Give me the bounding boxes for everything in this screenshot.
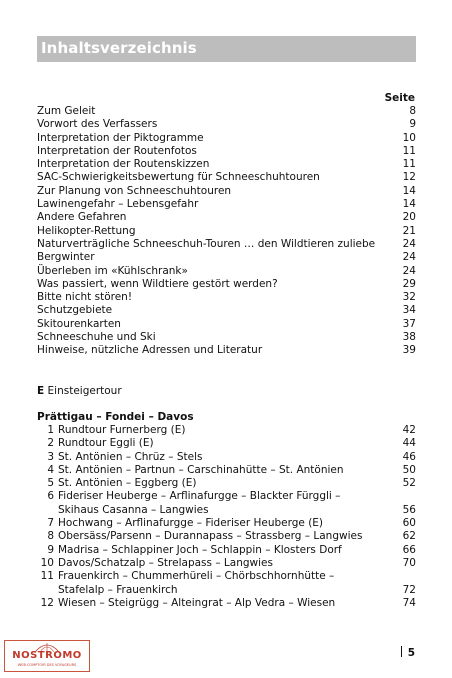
toc-entry-page: 11 [402, 158, 416, 171]
toc-entry-label: Naturverträgliche Schneeschuh-Touren … den Wildtieren zuliebe [37, 237, 376, 250]
page-number [401, 646, 415, 659]
tour-page: 56 [402, 503, 416, 516]
tour-title [54, 424, 394, 437]
tour-title [54, 464, 394, 477]
toc-entry-label: Interpretation der Routenskizzen [37, 158, 210, 171]
tour-page: 62 [402, 530, 416, 543]
tour-page: 46 [402, 450, 416, 463]
toc-entry [37, 158, 416, 171]
toc-entry [37, 185, 416, 198]
toc-entry [37, 318, 416, 331]
toc-entry [37, 211, 416, 224]
toc-entry-page: 10 [402, 131, 416, 144]
page-title: Inhaltsverzeichnis [41, 39, 197, 57]
toc-entry-page: 32 [402, 291, 416, 304]
page-number-value: 5 [407, 647, 415, 659]
toc-entry-label: Schneeschuhe und Ski [37, 331, 156, 344]
tour-entry [37, 464, 416, 477]
toc-entry-label: Bergwinter [37, 251, 95, 264]
toc-entry [37, 331, 416, 344]
tour-page: 52 [402, 477, 416, 490]
tour-page: 50 [402, 463, 416, 476]
tour-number: 11 [40, 570, 54, 583]
tour-number: 2 [47, 437, 54, 450]
tour-number: 12 [40, 596, 54, 609]
toc-entry-label: Interpretation der Routenfotos [37, 144, 197, 157]
toc-entry-page: 24 [402, 251, 416, 264]
toc-entry-label: Hinweise, nützliche Adressen und Literatur [37, 344, 263, 357]
toc-entry-label: Zum Geleit [37, 105, 96, 117]
tour-entry [37, 437, 416, 450]
toc-entry [37, 291, 416, 304]
tour-title [54, 451, 394, 464]
tour-title-line1: Rundtour Furnerberg (E) [58, 424, 186, 436]
logo-name: NOSTROMO [12, 650, 82, 661]
toc-entry-label: Andere Gefahren [37, 211, 127, 224]
toc-entry-page: 9 [409, 118, 416, 131]
toc-entry-label: Überleben im «Kühlschrank» [37, 264, 188, 277]
tour-number: 3 [47, 450, 54, 463]
toc-entry [37, 344, 416, 357]
tour-title-line1: Fideriser Heuberge – Arflinafurgge – Blackter Fürggli – [58, 490, 341, 503]
tour-page: 70 [402, 556, 416, 569]
toc-entry-page: 38 [402, 331, 416, 344]
tour-title [54, 570, 394, 597]
tour-title-line1: Obersäss/Parsenn – Durannapass – Strassberg – Langwies [58, 530, 363, 543]
region-heading: Prättigau – Fondei – Davos [37, 411, 194, 423]
tour-page: 60 [402, 517, 416, 530]
tour-list [37, 424, 416, 610]
toc-entry-page: 21 [402, 224, 416, 237]
tour-entry [37, 517, 416, 530]
title-bar [37, 36, 416, 62]
toc-entry [37, 132, 416, 145]
tour-number: 9 [47, 543, 54, 556]
tour-entry [37, 597, 416, 610]
tour-entry [37, 530, 416, 543]
tour-title-line1: St. Antönien – Chrüz – Stels [58, 450, 203, 463]
publisher-logo [4, 640, 90, 672]
toc-list [37, 105, 416, 358]
tour-number: 7 [47, 517, 54, 530]
tour-entry [37, 490, 416, 517]
toc-entry [37, 198, 416, 211]
tour-page: 72 [402, 583, 416, 596]
tour-number: 8 [47, 530, 54, 543]
tour-entry [37, 570, 416, 597]
tour-number: 6 [47, 490, 54, 503]
tour-title-line2: Skihaus Casanna – Langwies [58, 503, 209, 516]
tour-page: 42 [402, 424, 416, 436]
tour-title-line1: Hochwang – Arflinafurgge – Fideriser Heuberge (E) [58, 517, 324, 530]
toc-entry [37, 105, 416, 118]
toc-entry-label: Interpretation der Piktogramme [37, 131, 204, 144]
section-label: Einsteigertour [47, 385, 122, 397]
toc-entry-page: 14 [402, 198, 416, 211]
tour-title [54, 557, 394, 570]
tour-title-line1: Rundtour Eggli (E) [58, 437, 154, 450]
logo-tagline: WEB COMPTOIR DES VOYAGEURS [17, 663, 77, 667]
toc-entry-page: 12 [402, 171, 416, 184]
toc-entry-page: 29 [402, 277, 416, 290]
toc-entry-page: 24 [402, 237, 416, 250]
tour-title-line1: Madrisa – Schlappiner Joch – Schlappin – Klosters Dorf [58, 543, 342, 556]
tour-entry [37, 544, 416, 557]
toc-entry [37, 238, 416, 251]
toc-entry [37, 265, 416, 278]
tour-title-line1: Davos/Schatzalp – Strelapass – Langwies [58, 556, 273, 569]
toc-entry [37, 278, 416, 291]
tour-title-line1: Wiesen – Steigrügg – Alteingrat – Alp Vedra – Wiesen [58, 596, 336, 609]
toc-entry-page: 11 [402, 144, 416, 157]
tour-title [54, 437, 394, 450]
tour-entry [37, 477, 416, 490]
toc-entry-page: 8 [409, 105, 416, 117]
section-heading [37, 385, 122, 397]
toc-entry-label: Vorwort des Verfassers [37, 118, 158, 131]
toc-entry-label: Helikopter-Rettung [37, 224, 136, 237]
tour-number: 1 [47, 424, 54, 436]
toc-entry-page: 39 [402, 344, 416, 357]
toc-entry [37, 304, 416, 317]
tour-page: 66 [402, 543, 416, 556]
tour-page: 74 [402, 596, 416, 609]
tour-number: 10 [40, 556, 54, 569]
tour-title [54, 530, 394, 543]
toc-entry-label: Lawinengefahr – Lebensgefahr [37, 198, 199, 211]
tour-title [54, 477, 394, 490]
tour-title-line1: St. Antönien – Partnun – Carschinahütte – St. Antönien [58, 463, 344, 476]
page-column-header: Seite [384, 92, 415, 104]
tour-entry [37, 424, 416, 437]
tour-title-line2: Stafelalp – Frauenkirch [58, 583, 178, 596]
toc-entry-label: Was passiert, wenn Wildtiere gestört werden? [37, 277, 278, 290]
toc-entry-page: 14 [402, 184, 416, 197]
toc-entry [37, 171, 416, 184]
tour-title-line1: Frauenkirch – Chummerhüreli – Chörbschhornhütte – [58, 570, 335, 583]
toc-entry-page: 37 [402, 317, 416, 330]
toc-entry-page: 24 [402, 264, 416, 277]
tour-title-line1: St. Antönien – Eggberg (E) [58, 477, 197, 490]
toc-entry-label: SAC-Schwierigkeitsbewertung für Schneeschuhtouren [37, 171, 320, 184]
tour-title [54, 517, 394, 530]
toc-entry-label: Skitourenkarten [37, 317, 121, 330]
toc-entry-label: Bitte nicht stören! [37, 291, 133, 304]
toc-entry-page: 34 [402, 304, 416, 317]
toc-entry [37, 118, 416, 131]
tour-number: 4 [47, 463, 54, 476]
tour-entry [37, 557, 416, 570]
page-number-divider [401, 646, 402, 657]
tour-number: 5 [47, 477, 54, 490]
tour-title [54, 490, 394, 517]
toc-entry [37, 225, 416, 238]
toc-entry-label: Schutzgebiete [37, 304, 113, 317]
section-letter: E [37, 385, 45, 397]
toc-entry-label: Zur Planung von Schneeschuhtouren [37, 184, 232, 197]
tour-page: 44 [402, 437, 416, 450]
tour-title [54, 597, 394, 610]
toc-entry [37, 145, 416, 158]
toc-entry-page: 20 [402, 211, 416, 224]
tour-title [54, 544, 394, 557]
toc-entry [37, 251, 416, 264]
tour-entry [37, 451, 416, 464]
